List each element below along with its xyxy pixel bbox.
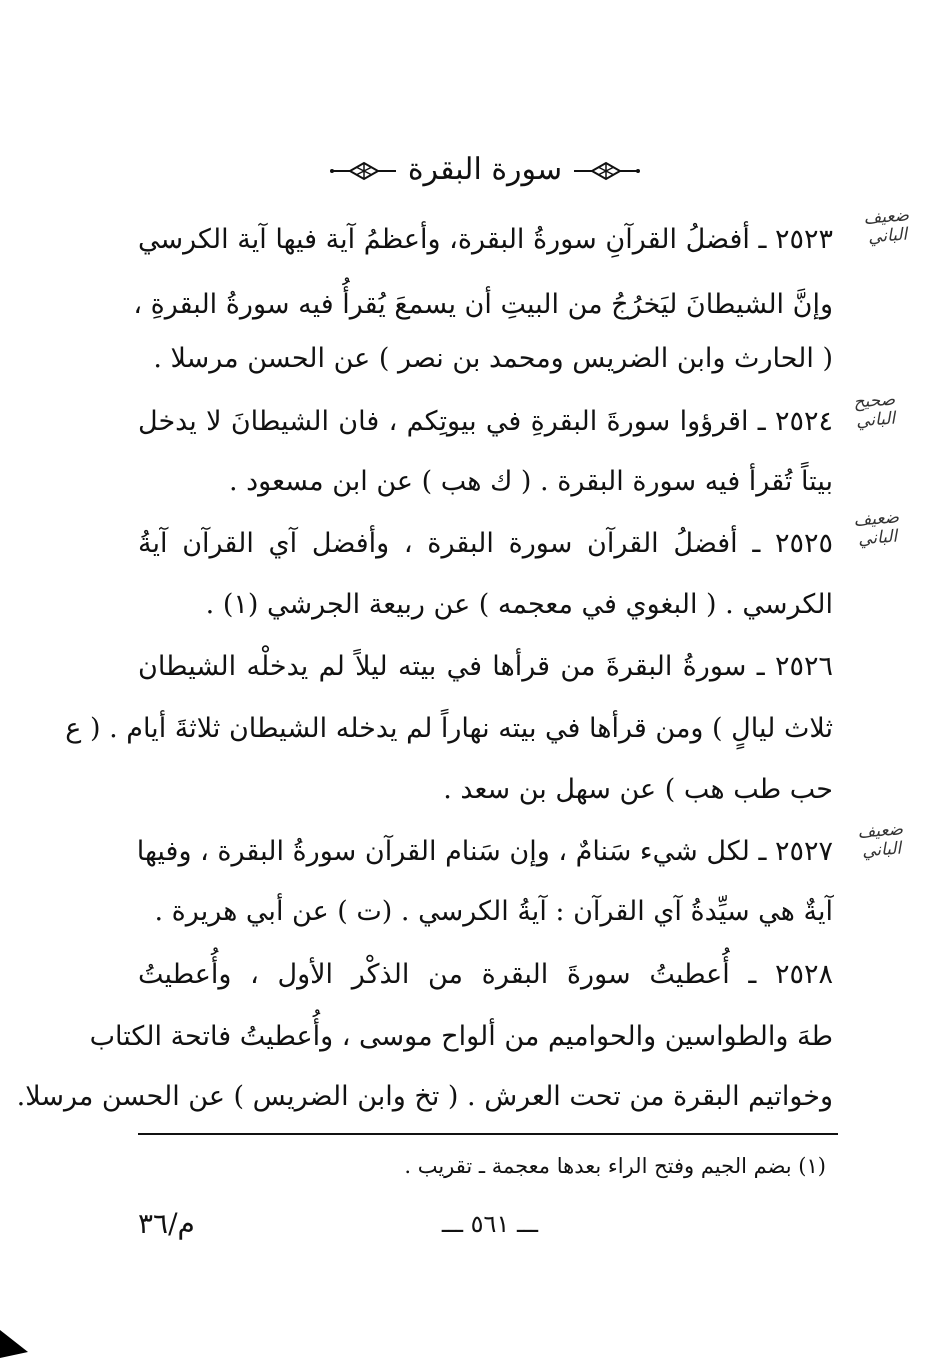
hadith-2525-line-2: الكرسي . ( البغوي في معجمه ) عن ربيعة الجرشي (١) . bbox=[205, 589, 833, 620]
footnote-divider bbox=[138, 1133, 838, 1135]
hadith-2527-line-1: ٢٥٢٧ ـ لكل شيء سَنامٌ ، وإن سَنام القرآن سورةُ البقرة ، وفيها bbox=[136, 836, 833, 867]
page-number: ـــ ٥٦١ ـــ bbox=[441, 1210, 539, 1238]
hadith-2528-line-2: طهَ والطواسين والحواميم من ألواح موسى ، وأُعطيتُ فاتحة الكتاب bbox=[89, 1021, 833, 1052]
hadith-2526-line-1: ٢٥٢٦ ـ سورةُ البقرةَ من قرأها في بيته ليلاً لم يدخلْه الشيطان bbox=[138, 651, 833, 682]
hadith-2527-line-2: آيةٌ هي سيِّدةُ آي القرآن : آيةُ الكرسي . (ت ) عن أبي هريرة . bbox=[154, 896, 833, 927]
hadith-2526-line-3: حب طب هب ) عن سهل بن سعد . bbox=[443, 774, 833, 805]
footnote: (١) بضم الجيم وفتح الراء بعدها معجمة ـ تقريب . bbox=[404, 1154, 826, 1178]
hadith-2523-line-2: وإنَّ الشيطانَ ليَخرُجُ من البيتِ أن يسمعَ يُقرأُ فيه سورةُ البقرةِ ، bbox=[133, 289, 833, 320]
hadith-2524-line-2: بيتاً تُقرأ فيه سورة البقرة . ( ك هب ) عن ابن مسعود . bbox=[228, 466, 833, 497]
hadith-2528-line-3: وخواتيم البقرة من تحت العرش . ( تخ وابن الضريس ) عن الحسن مرسلا. bbox=[16, 1081, 833, 1112]
chapter-header bbox=[140, 150, 830, 190]
signature-mark: م/٣٦ bbox=[138, 1207, 195, 1240]
hadith-2526-line-2: ثلاث ليالٍ ) ومن قرأها في بيته نهاراً لم يدخله الشيطان ثلاثةَ أيام . ( ع bbox=[65, 713, 833, 744]
hadith-2523-line-1: ٢٥٢٣ ـ أفضلُ القرآنِ سورةُ البقرة، وأعظمُ آية فيها آية الكرسي bbox=[138, 224, 833, 255]
chapter-title: سورة البقرة bbox=[407, 152, 563, 187]
margin-note-2524: صحيح الباني bbox=[852, 389, 896, 432]
margin-note-2523: ضعيف الباني bbox=[862, 205, 910, 248]
ornament-right-icon bbox=[328, 159, 398, 183]
hadith-2524-line-1: ٢٥٢٤ ـ اقرؤوا سورةَ البقرةِ في بيوتِكم ، فان الشيطانَ لا يدخل bbox=[138, 406, 833, 437]
ornament-left-icon bbox=[572, 159, 642, 183]
margin-note-2525: ضعيف الباني bbox=[852, 507, 900, 550]
hadith-2523-line-3: ( الحارث وابن الضريس ومحمد بن نصر ) عن الحسن مرسلا . bbox=[153, 343, 833, 374]
margin-note-2527: ضعيف الباني bbox=[856, 819, 904, 862]
page-corner-arrow-icon bbox=[0, 1330, 30, 1369]
hadith-2525-line-1: ٢٥٢٥ ـ أفضلُ القرآن سورة البقرة ، وأفضل آي القرآن آيةُ bbox=[138, 528, 833, 559]
hadith-2528-line-1: ٢٥٢٨ ـ أُعطيتُ سورةَ البقرة من الذكْر الأول ، وأُعطيتُ bbox=[138, 959, 833, 990]
